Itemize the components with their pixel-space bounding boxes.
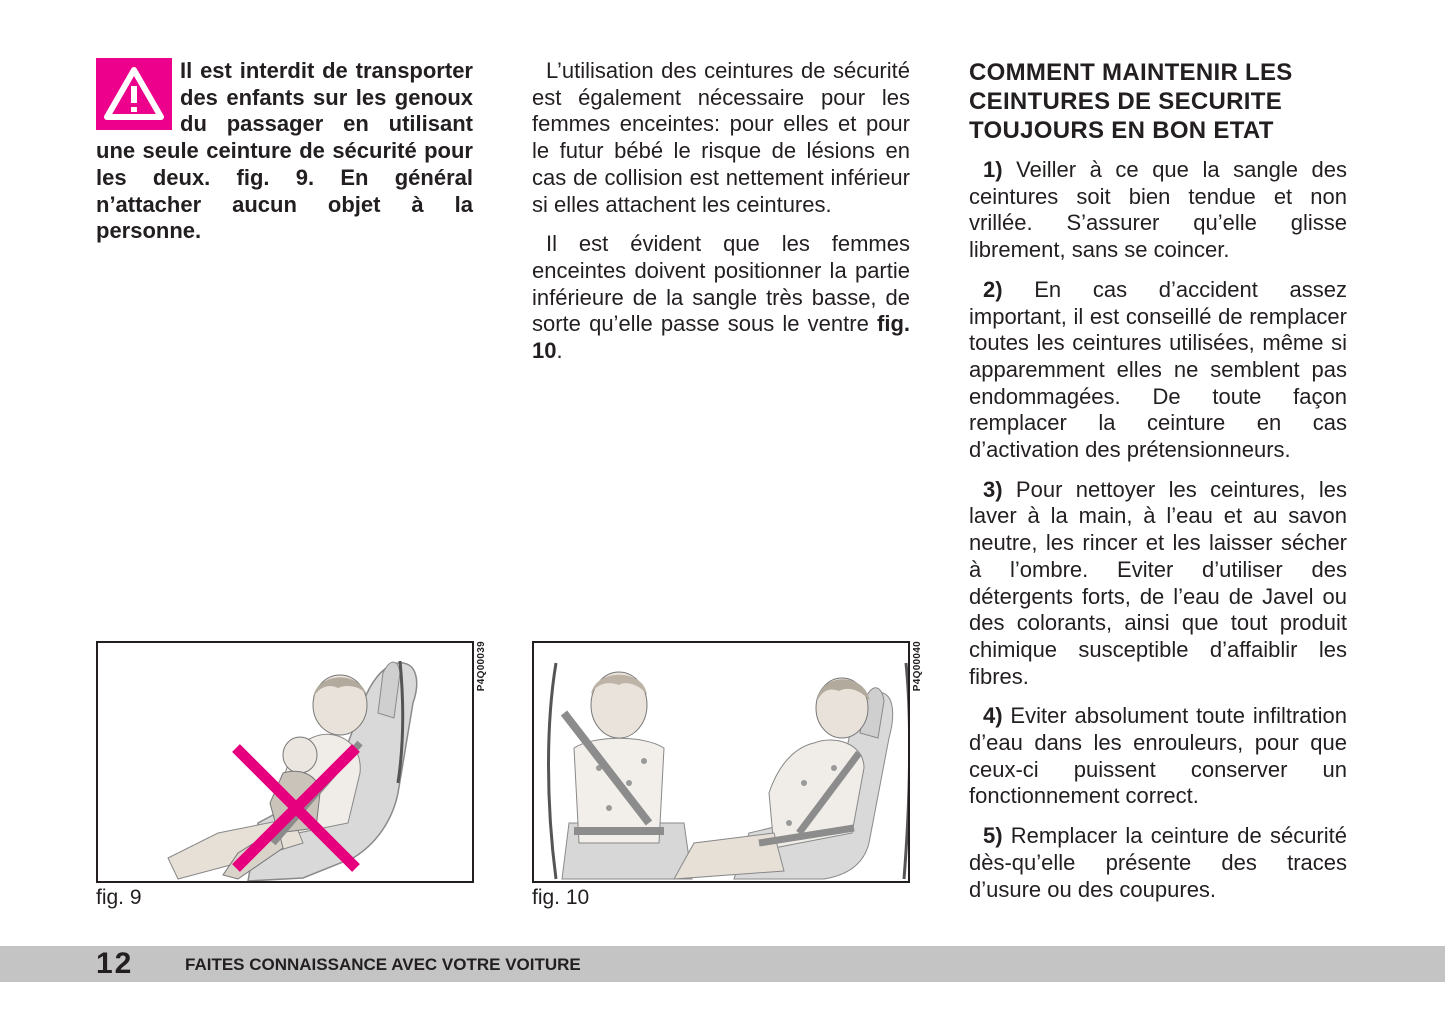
maintenance-item-2 [969,277,1347,464]
warning-column [96,58,473,245]
item-number: 2) [983,276,1003,302]
pregnancy-paragraph-2-text: Il est évident que les femmes enceintes doivent positionner la partie inférieure de la sangle très basse, de sorte qu’elle passe sous le ventre [532,231,910,337]
fig10-caption: fig. 10 [532,886,590,909]
item-number: 5) [983,823,1003,849]
fig9-image [96,641,474,883]
pregnancy-paragraph-2 [532,231,910,365]
fig9-code: P4Q00039 [476,641,487,692]
maintenance-item-5 [969,823,1347,903]
item-number: 4) [983,703,1003,729]
item-number: 1) [983,157,1003,182]
maintenance-heading [969,58,1347,145]
item-text: Veiller à ce que la sangle des ceintures soit bien tendue et non vrillée. S’assurer qu’elle glisse librement, sans se coincer. [969,157,1347,263]
item-text: Pour nettoyer les ceintures, les laver à la main, à l’eau et au savon neutre, les rincer et les laisser sécher à l’ombre. Eviter d’utiliser des détergents forts, de l’eau de Javel ou des colorants, ainsi que tout produit chimique susceptible d’affaiblir les fibres. [969,476,1347,689]
fig10-image [532,641,910,883]
pregnancy-paragraph-1: L’utilisation des ceintures de sécurité est également nécessaire pour les femmes enceintes: pour elles et pour le futur bébé le risque de lésions en cas de collision est nettement inférieur si elles attachent les ceintures. [532,58,910,217]
item-text: Remplacer la ceinture de sécurité dès-qu’elle présente des traces d’usure ou des coupures. [969,823,1347,902]
item-text: En cas d’accident assez important, il est conseillé de remplacer toutes les ceintures utilisées, même si apparemment elles ne semblent pas endommagées. De toute façon remplacer la ceinture en cas d’activation des prétensionneurs. [969,276,1347,463]
item-number: 3) [983,476,1003,502]
maintenance-item-1 [969,157,1347,264]
maintenance-column [969,58,1347,916]
heading-line-1: COMMENT MAINTENIR LES [969,59,1293,86]
fig10-illustration [534,643,908,881]
maintenance-item-3 [969,477,1347,691]
fig9-caption: fig. 9 [96,886,142,909]
warning-triangle-icon [96,58,172,130]
heading-line-2: CEINTURES DE SECURITE [969,88,1283,115]
heading-line-3: TOUJOURS EN BON ETAT [969,117,1274,144]
fig9-illustration [98,643,472,881]
pregnancy-paragraph-2-end: . [556,338,563,364]
fig10-reference: fig. 10 [532,311,910,364]
item-text: Eviter absolument toute infiltration d’eau dans les enrouleurs, pour que ceux-ci puissent conserver un fonctionnement correct. [969,703,1347,809]
section-title: FAITES CONNAISSANCE AVEC VOTRE VOITURE [185,955,581,974]
pregnancy-column [532,58,910,378]
warning-text: Il est interdit de transporter des enfants sur les genoux du passager en utilisant une seule ceinture de sécurité pour les deux. fig. 9. En général n’attacher aucun objet à la personne. [96,58,473,244]
maintenance-item-4 [969,703,1347,810]
warning-block [96,58,473,245]
page-number: 12 [96,947,134,980]
fig10-code: P4Q00040 [912,641,923,692]
